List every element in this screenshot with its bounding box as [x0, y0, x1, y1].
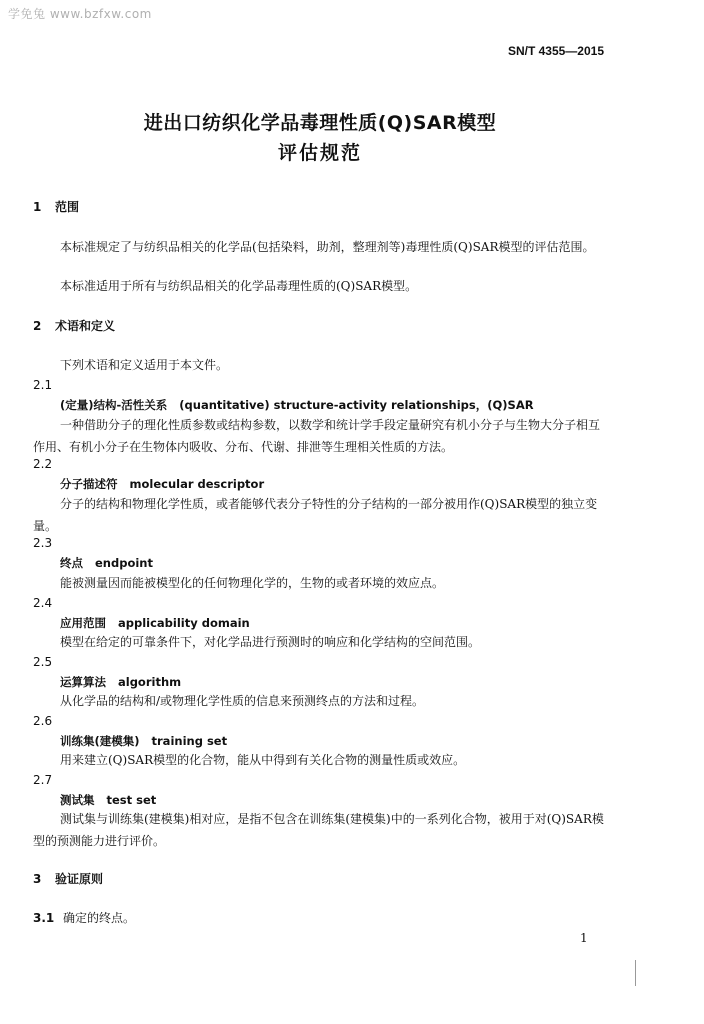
term-number: 2.4 — [33, 596, 53, 610]
term-definition: 模型在给定的可靠条件下，对化学品进行预测时的响应和化学结构的空间范围。 — [60, 635, 481, 649]
term-number: 2.3 — [33, 536, 53, 550]
term-number: 2.2 — [33, 457, 53, 471]
scope-paragraph-1: 本标准规定了与纺织品相关的化学品(包括染料，助剂，整理剂等)毒理性质(Q)SAR模型的评估范围。 — [60, 240, 595, 254]
document-title: 进出口纺织化学品毒理性质(Q)SAR模型 — [143, 112, 497, 134]
document-title-line2: 评估规范 — [277, 142, 362, 164]
term-cn: 应用范围 — [60, 616, 106, 630]
terms-intro: 下列术语和定义适用于本文件。 — [60, 358, 229, 372]
term-en: molecular descriptor — [129, 477, 265, 491]
term-heading — [33, 473, 632, 495]
term-en: applicability domain — [118, 616, 250, 630]
term-definition: 分子的结构和物理化学性质，或者能够代表分子特性的分子结构的一部分被用作(Q)SAR模型的独立变量。 — [33, 497, 598, 533]
term-en: (quantitative) structure-activity relationships，(Q)SAR — [179, 398, 534, 412]
section-heading-principles — [33, 868, 605, 890]
scope-paragraph-2: 本标准适用于所有与纺织品相关的化学品毒理性质的(Q)SAR模型。 — [60, 279, 418, 293]
term-en: training set — [151, 734, 228, 748]
term-definition: 一种借助分子的理化性质参数或结构参数，以数学和统计学手段定量研究有机小分子与生物大分子相互作用、有机小分子在生物体内吸收、分布、代谢、排泄等生理相关性质的方法。 — [33, 418, 601, 454]
term-heading — [33, 552, 632, 574]
section-heading-terms — [33, 315, 605, 337]
clause-number: 3.1 — [33, 911, 55, 925]
term-en: test set — [106, 793, 157, 807]
section-title: 术语和定义 — [55, 319, 116, 333]
section-title: 验证原则 — [55, 872, 104, 886]
term-en: algorithm — [118, 675, 182, 689]
term-number: 2.5 — [33, 655, 53, 669]
term-definition: 测试集与训练集(建模集)相对应，是指不包含在训练集(建模集)中的一系列化合物，被用于对(Q)SAR模型的预测能力进行评价。 — [33, 812, 604, 848]
page-edge-line — [635, 960, 636, 986]
section-title: 范围 — [55, 200, 80, 214]
clause-text: 确定的终点。 — [63, 911, 136, 925]
section-number: 1 — [33, 200, 42, 214]
term-definition: 用来建立(Q)SAR模型的化合物，能从中得到有关化合物的测量性质或效应。 — [60, 753, 466, 767]
page-number: 1 — [580, 931, 588, 945]
term-cn: (定量)结构-活性关系 — [60, 398, 168, 412]
term-number: 2.6 — [33, 714, 53, 728]
term-cn: 测试集 — [60, 793, 95, 807]
term-cn: 运算算法 — [60, 675, 106, 689]
clause-3-1 — [33, 907, 605, 929]
term-number: 2.1 — [33, 378, 53, 392]
term-definition: 能被测量因而能被模型化的任何物理化学的，生物的或者环境的效应点。 — [60, 576, 445, 590]
section-number: 3 — [33, 872, 42, 886]
term-cn: 训练集(建模集) — [60, 734, 140, 748]
term-definition: 从化学品的结构和/或物理化学性质的信息来预测终点的方法和过程。 — [60, 694, 425, 708]
term-number: 2.7 — [33, 773, 53, 787]
term-heading — [33, 394, 632, 416]
term-cn: 分子描述符 — [60, 477, 118, 491]
term-cn: 终点 — [60, 556, 83, 570]
section-number: 2 — [33, 319, 42, 333]
document-number: SN/T 4355—2015 — [507, 44, 604, 58]
term-en: endpoint — [95, 556, 153, 570]
watermark: 学免兔 www.bzfxw.com — [8, 7, 152, 21]
section-heading-scope — [33, 196, 605, 218]
